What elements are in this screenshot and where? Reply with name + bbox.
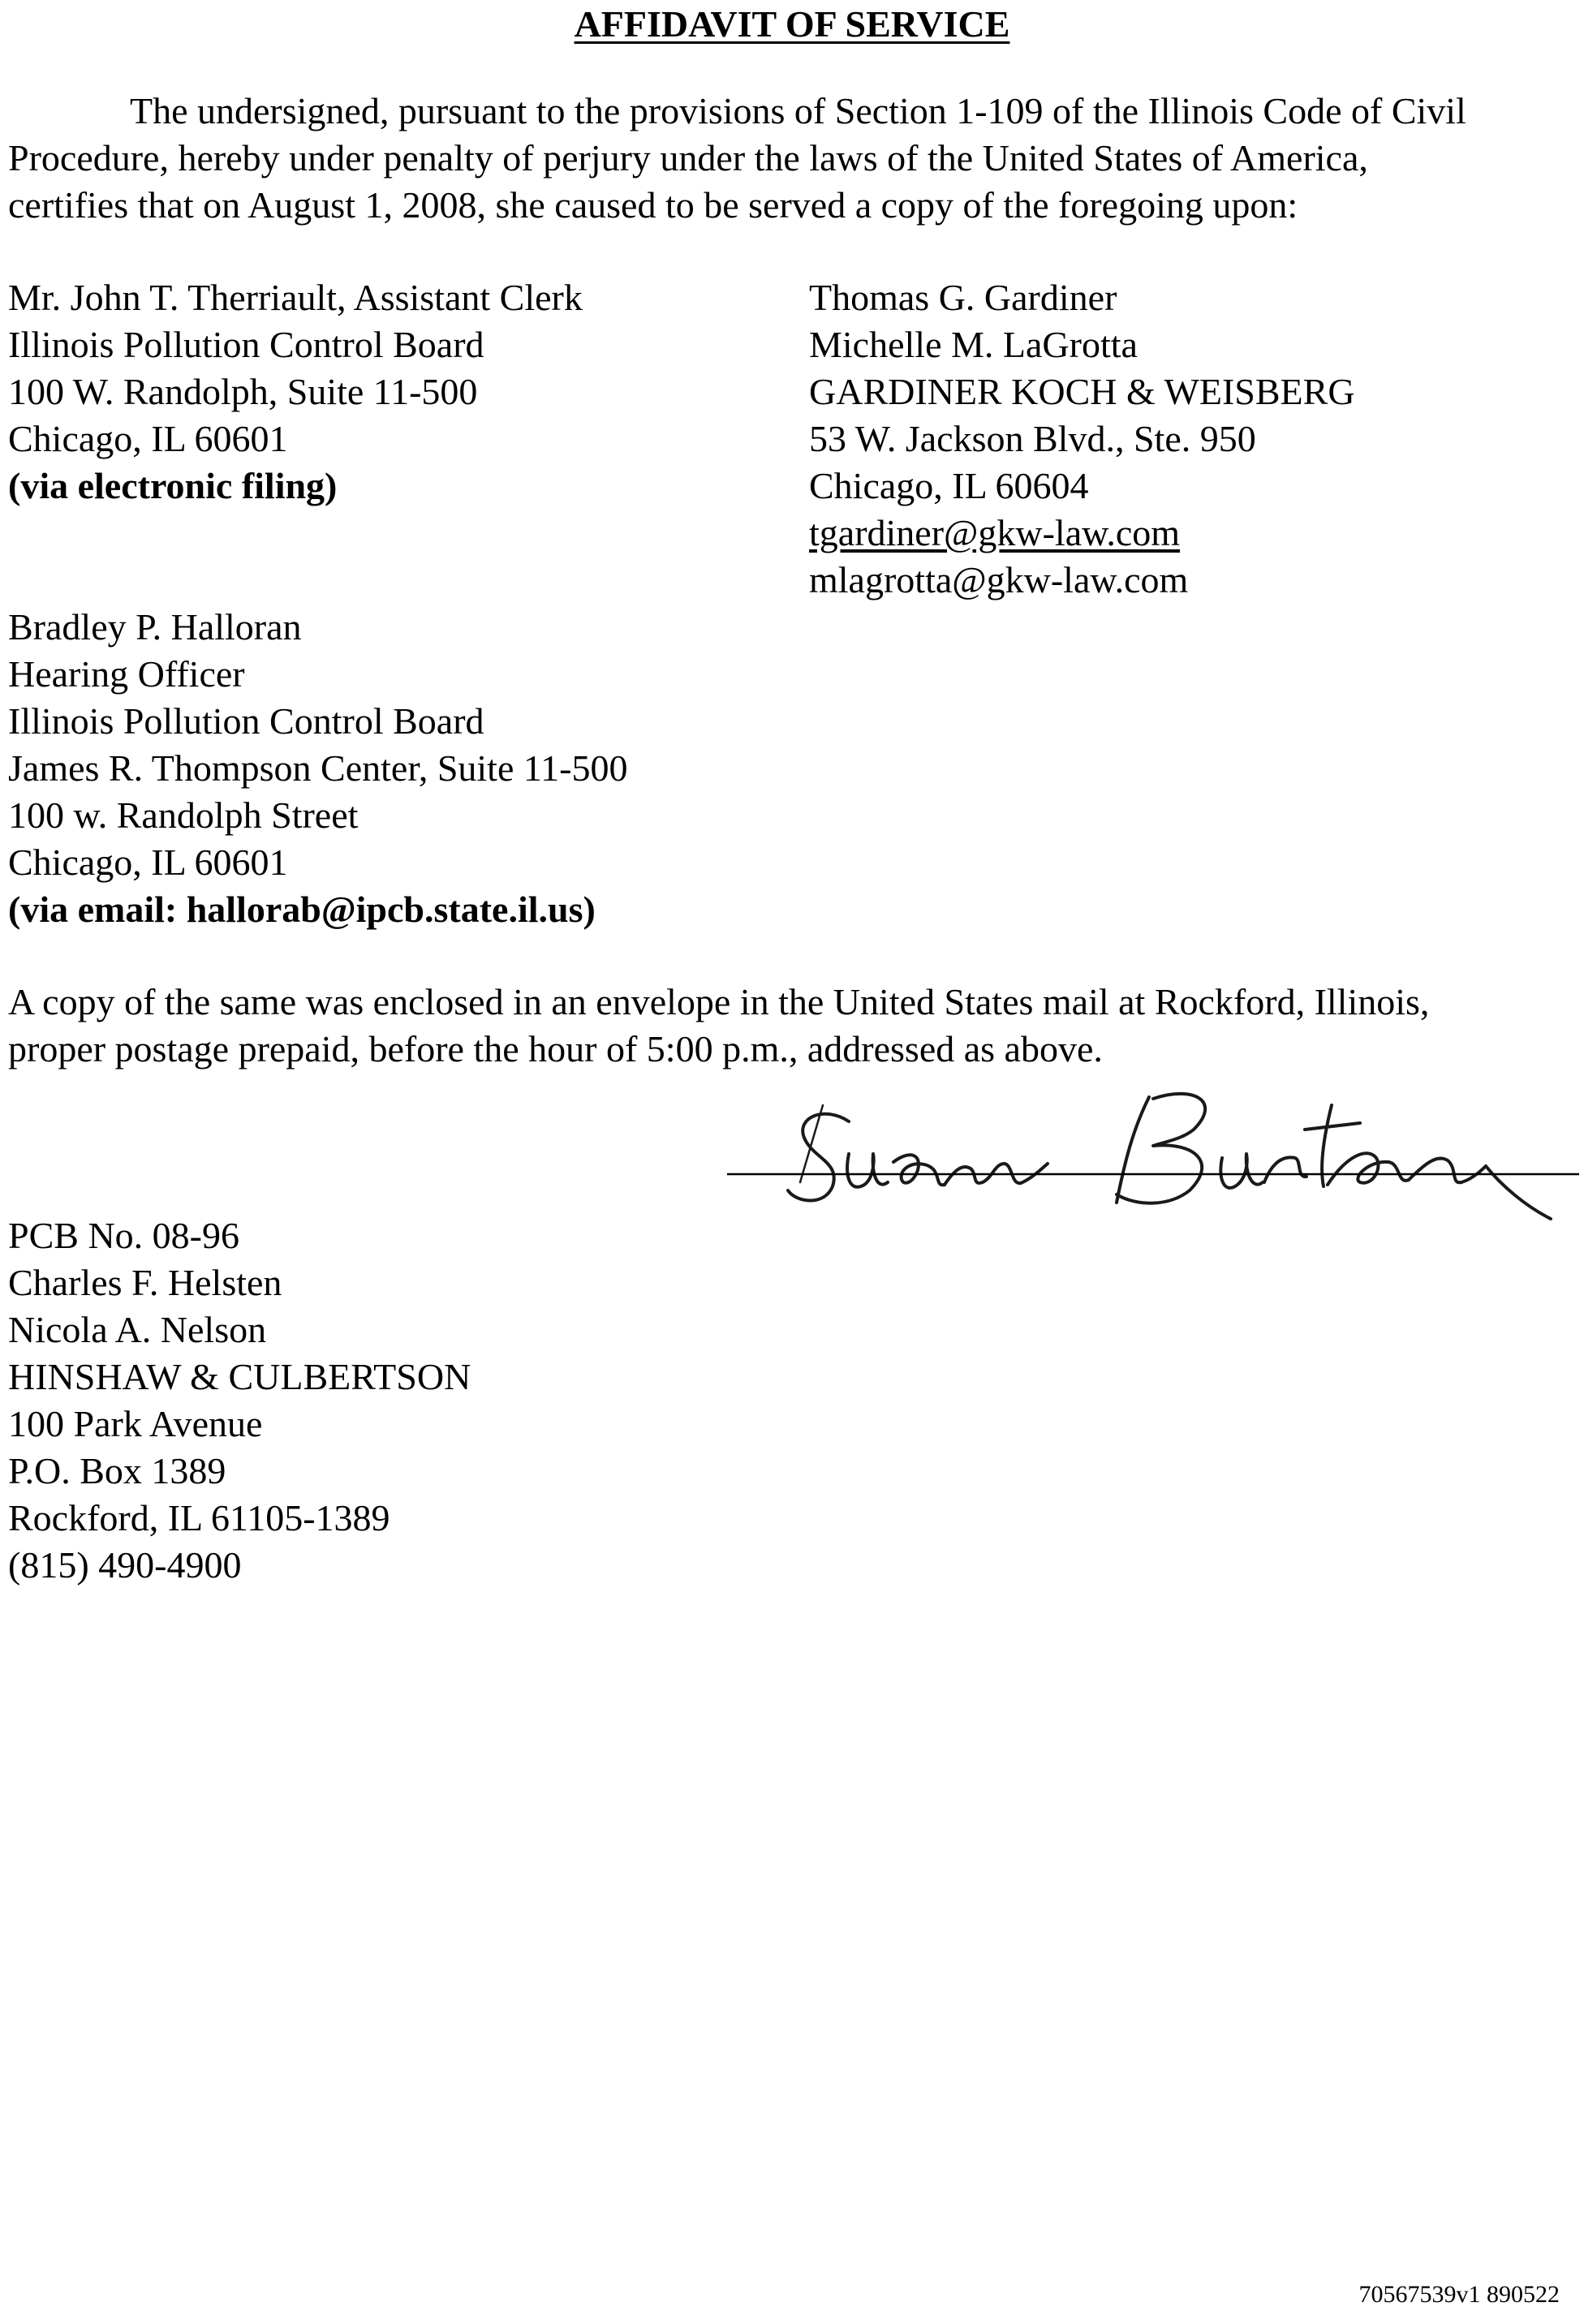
sender-line: Rockford, IL 61105-1389 — [8, 1497, 390, 1539]
intro-line-3: certifies that on August 1, 2008, she caused to be served a copy of the foregoing upon: — [8, 184, 1298, 226]
recipient-line: Chicago, IL 60604 — [809, 465, 1089, 506]
intro-paragraph — [8, 88, 1550, 229]
recipient-line: Illinois Pollution Control Board — [8, 324, 484, 365]
email-link-gardiner[interactable]: tgardiner@gkw-law.com — [809, 512, 1181, 553]
sender-line: P.O. Box 1389 — [8, 1450, 226, 1491]
recipient-line: Hearing Officer — [8, 653, 245, 695]
sender-firm-name: HINSHAW & CULBERTSON — [8, 1356, 471, 1397]
recipient-line: James R. Thompson Center, Suite 11-500 — [8, 747, 628, 789]
recipient-counsel-block — [809, 274, 1355, 604]
sender-block — [8, 1212, 471, 1589]
email-text-lagrotta: mlagrotta@gkw-law.com — [809, 559, 1189, 600]
recipient-line: Illinois Pollution Control Board — [8, 700, 484, 742]
recipient-line: Michelle M. LaGrotta — [809, 324, 1138, 365]
sender-phone: (815) 490-4900 — [8, 1544, 242, 1586]
intro-line-2: Procedure, hereby under penalty of perjury under the laws of the United States of America, — [8, 137, 1368, 179]
sender-line: Nicola A. Nelson — [8, 1309, 267, 1350]
sender-line: Charles F. Helsten — [8, 1262, 282, 1303]
sender-line: 100 Park Avenue — [8, 1403, 263, 1444]
recipient-line: 100 w. Randolph Street — [8, 794, 359, 836]
signature — [727, 1073, 1579, 1227]
closing-line-2: proper postage prepaid, before the hour of 5:00 p.m., addressed as above. — [8, 1028, 1103, 1069]
delivery-method-note: (via email: hallorab@ipcb.state.il.us) — [8, 889, 596, 930]
recipient-hearing-officer-block — [8, 604, 628, 933]
delivery-method-note: (via electronic filing) — [8, 465, 338, 506]
closing-paragraph — [8, 979, 1550, 1073]
recipient-line: Thomas G. Gardiner — [809, 277, 1117, 318]
recipient-line: Chicago, IL 60601 — [8, 418, 288, 459]
recipient-line: Bradley P. Halloran — [8, 606, 302, 648]
recipient-line: Chicago, IL 60601 — [8, 841, 288, 883]
intro-line-1: The undersigned, pursuant to the provisions of Section 1-109 of the Illinois Code of Civil — [130, 90, 1466, 131]
closing-line-1: A copy of the same was enclosed in an envelope in the United States mail at Rockford, Illinois, — [8, 981, 1430, 1022]
recipient-clerk-block — [8, 274, 583, 510]
recipient-line: 100 W. Randolph, Suite 11-500 — [8, 371, 478, 412]
document-title: AFFIDAVIT OF SERVICE — [574, 3, 1010, 45]
document-id-footer: 70567539v1 890522 — [1358, 2281, 1560, 2308]
handwritten-signature-image — [727, 1073, 1579, 1227]
recipient-line: Mr. John T. Therriault, Assistant Clerk — [8, 277, 583, 318]
case-number: PCB No. 08-96 — [8, 1215, 239, 1256]
recipient-line: GARDINER KOCH & WEISBERG — [809, 371, 1355, 412]
recipient-line: 53 W. Jackson Blvd., Ste. 950 — [809, 418, 1256, 459]
